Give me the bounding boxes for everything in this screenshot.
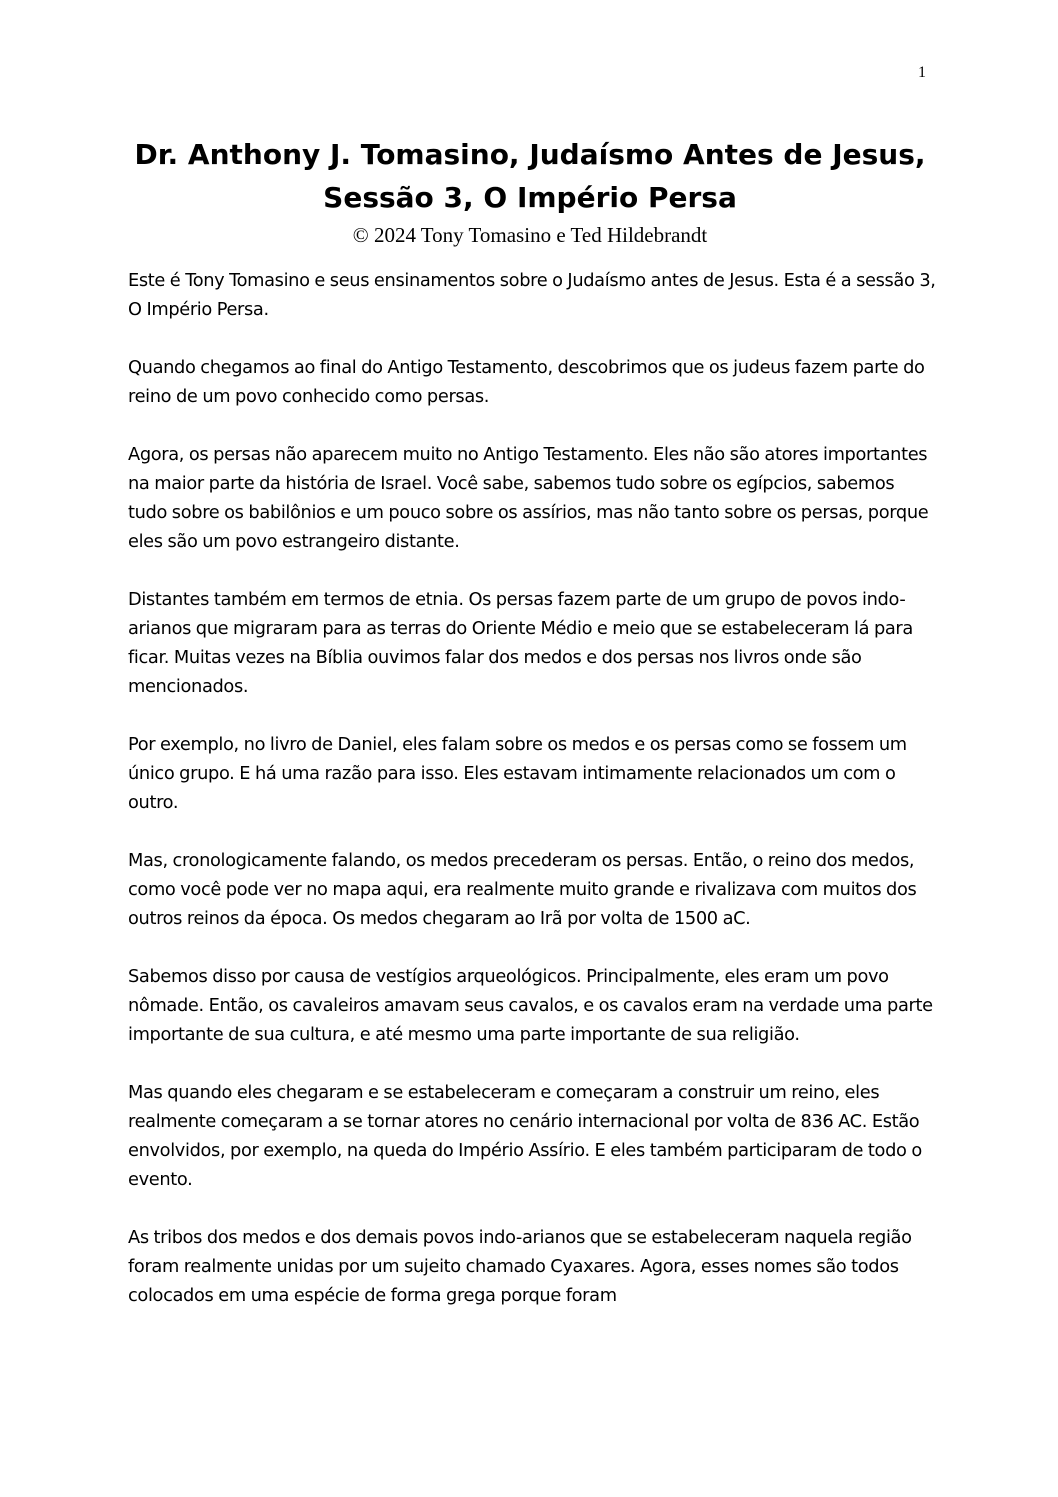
paragraph: Quando chegamos ao final do Antigo Testamento, descobrimos que os judeus fazem parte do reino de um povo conhecido como persas. [128,357,925,407]
title-line-1: Dr. Anthony J. Tomasino, Judaísmo Antes de Jesus, [134,138,926,171]
paragraph: Mas quando eles chegaram e se estabeleceram e começaram a construir um reino, eles realmente começaram a se tornar atores no cenário internacional por volta de 836 AC. Estão envolvidos, por exemplo, na queda do Império Assírio. E eles também participaram de todo o evento. [128,1082,922,1190]
document-title [100,133,960,219]
document-body [128,266,938,1339]
paragraph: As tribos dos medos e dos demais povos indo-arianos que se estabeleceram naquela região foram realmente unidas por um sujeito chamado Cyaxares. Agora, esses nomes são todos colocados em uma espécie de forma grega porque foram [128,1227,912,1306]
copyright-notice: © 2024 Tony Tomasino e Ted Hildebrandt [352,223,708,247]
paragraph: Mas, cronologicamente falando, os medos precederam os persas. Então, o reino dos medos, como você pode ver no mapa aqui, era realmente muito grande e rivalizava com muitos dos outros reinos da época. Os medos chegaram ao Irã por volta de 1500 aC. [128,850,917,929]
paragraph: Agora, os persas não aparecem muito no Antigo Testamento. Eles não são atores importantes na maior parte da história de Israel. Você sabe, sabemos tudo sobre os egípcios, sabemos tudo sobre os babilônios e um pouco sobre os assírios, mas não tanto sobre os persas, porque eles são um povo estrangeiro distante. [128,444,929,552]
title-line-2: Sessão 3, O Império Persa [323,181,737,214]
paragraph: Este é Tony Tomasino e seus ensinamentos sobre o Judaísmo antes de Jesus. Esta é a sessão 3, O Império Persa. [128,270,936,320]
paragraph: Sabemos disso por causa de vestígios arqueológicos. Principalmente, eles eram um povo nômade. Então, os cavaleiros amavam seus cavalos, e os cavalos eram na verdade uma parte importante de sua cultura, e até mesmo uma parte importante de sua religião. [128,966,933,1045]
page-number: 1 [918,64,926,81]
paragraph: Distantes também em termos de etnia. Os persas fazem parte de um grupo de povos indo-arianos que migraram para as terras do Oriente Médio e meio que se estabeleceram lá para ficar. Muitas vezes na Bíblia ouvimos falar dos medos e dos persas nos livros onde são mencionados. [128,589,913,697]
paragraph: Por exemplo, no livro de Daniel, eles falam sobre os medos e os persas como se fossem um único grupo. E há uma razão para isso. Eles estavam intimamente relacionados um com o outro. [128,734,907,813]
